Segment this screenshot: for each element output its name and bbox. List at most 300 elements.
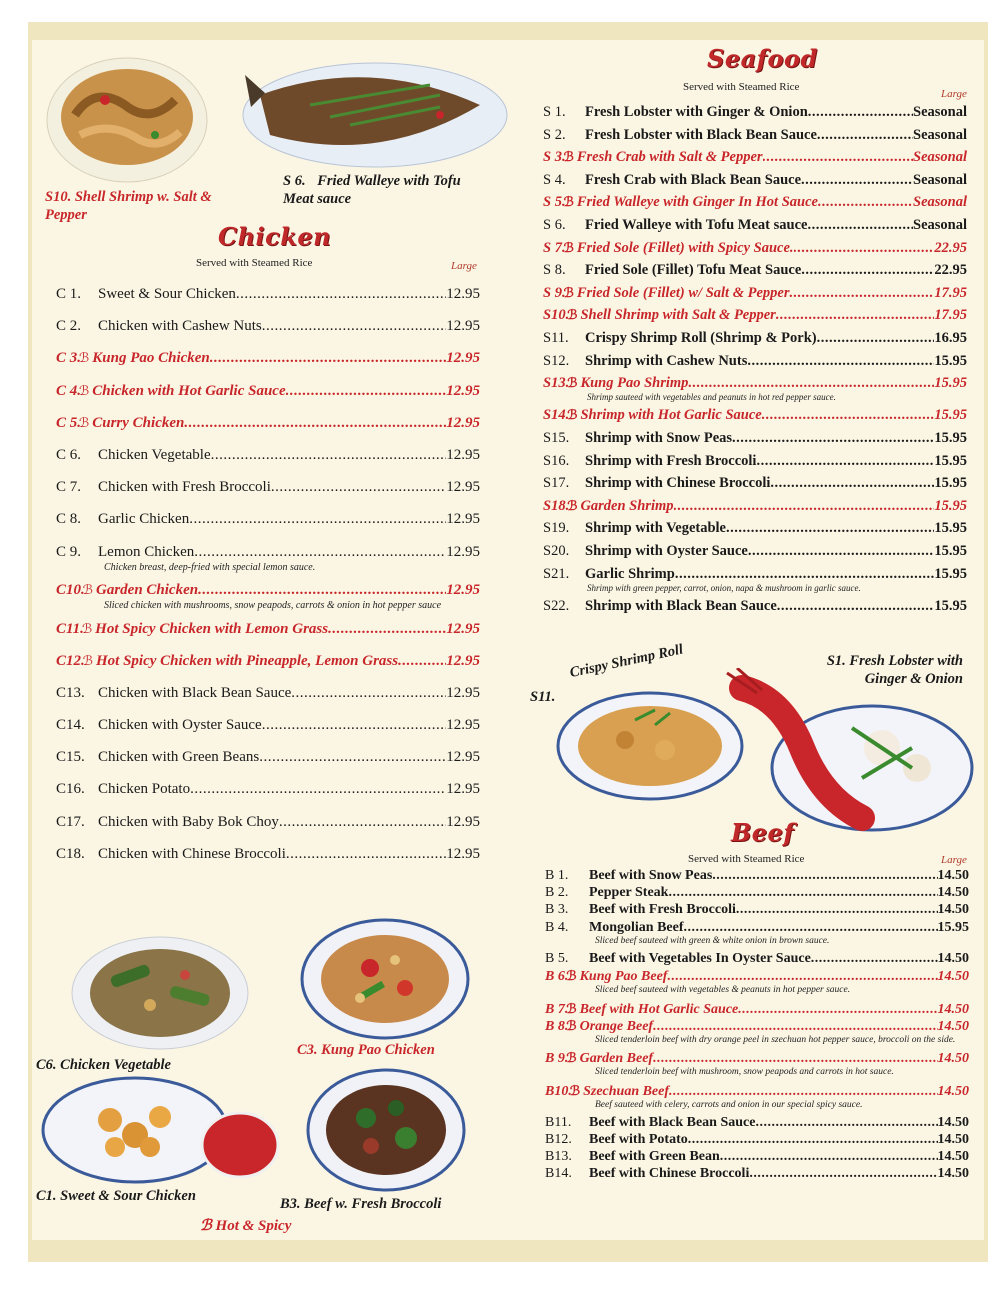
item-name: Shrimp with Black Bean Sauce <box>585 597 777 614</box>
item-code: S 7. <box>543 239 566 256</box>
dot-leader <box>688 375 934 392</box>
dot-leader <box>817 330 935 347</box>
item-price: 15.95 <box>934 407 967 424</box>
dot-leader <box>748 543 935 560</box>
sweet-sour-chicken-caption: C1. Sweet & Sour Chicken <box>36 1188 196 1204</box>
item-name: Chicken with Hot Garlic Sauce <box>92 382 286 399</box>
item-description: Shrimp sauteed with vegetables and peanuts in hot red pepper sauce. <box>587 392 836 403</box>
item-code: S20. <box>543 542 570 559</box>
item-code: S 9. <box>543 284 566 301</box>
seafood-size-label: Large <box>941 88 967 100</box>
item-name: Kung Pao Shrimp <box>580 375 689 392</box>
item-name: Beef with Vegetables In Oyster Sauce <box>589 950 811 966</box>
item-code: C16. <box>56 781 85 798</box>
chicken-item-row <box>56 582 480 599</box>
item-name: Fried Walleye with Tofu Meat sauce <box>585 216 808 233</box>
item-code: S17. <box>543 475 570 492</box>
item-name: Curry Chicken <box>92 414 185 431</box>
chicken-size-label: Large <box>451 260 477 272</box>
dot-leader <box>653 1019 937 1035</box>
item-code: C 6. <box>56 446 82 463</box>
item-price: 12.95 <box>446 382 480 399</box>
beef-menu-item <box>545 1115 969 1132</box>
shell-shrimp-photo <box>45 55 210 185</box>
seafood-title: Seafood <box>707 44 818 73</box>
dot-leader <box>763 149 913 166</box>
item-price: 22.95 <box>934 239 967 256</box>
beef-menu-item <box>545 1018 969 1050</box>
seafood-item-row <box>543 194 967 211</box>
item-price: 15.95 <box>937 919 969 935</box>
seafood-menu-item <box>543 375 967 407</box>
seafood-item-row <box>543 407 967 424</box>
chicken-menu-item <box>56 749 480 781</box>
item-price: 14.50 <box>937 885 969 901</box>
seafood-menu-item <box>543 430 967 453</box>
chili-pepper-icon: ℬ <box>567 375 578 391</box>
item-price: 12.95 <box>446 318 480 335</box>
chicken-menu-item <box>56 717 480 749</box>
chicken-menu-item <box>56 544 480 583</box>
chili-pepper-icon: ℬ <box>563 194 574 210</box>
item-code: S13. <box>543 375 570 392</box>
seafood-menu-item <box>543 307 967 330</box>
chili-pepper-icon: ℬ <box>567 407 578 423</box>
beef-subtitle: Served with Steamed Rice <box>688 853 805 865</box>
item-code: B 4. <box>545 919 569 935</box>
kung-pao-chicken-photo <box>300 918 470 1040</box>
item-code: C12. <box>56 652 85 669</box>
dot-leader <box>688 1132 938 1148</box>
item-name: Beef with Potato <box>589 1132 688 1148</box>
item-price: 15.95 <box>934 597 967 614</box>
dot-leader <box>755 1115 937 1131</box>
dot-leader <box>720 1149 938 1165</box>
item-name: Fried Sole (Fillet) Tofu Meat Sauce <box>585 262 802 279</box>
dot-leader <box>732 430 934 447</box>
item-code: C 4. <box>56 382 82 399</box>
chicken-item-row <box>56 383 480 400</box>
item-price: 14.50 <box>937 868 969 883</box>
item-name: Garlic Chicken <box>98 511 190 528</box>
dot-leader <box>801 172 913 189</box>
seafood-item-row <box>543 543 967 560</box>
dot-leader <box>271 479 446 496</box>
item-code: C15. <box>56 749 85 766</box>
sweet-sour-chicken-photo <box>40 1075 280 1185</box>
dot-leader <box>811 951 938 967</box>
item-name: Chicken Vegetable <box>98 446 211 463</box>
item-code: B11. <box>545 1114 572 1130</box>
item-name: Szechuan Beef <box>583 1083 670 1099</box>
dot-leader <box>794 240 935 257</box>
item-name: Beef with Chinese Broccoli <box>589 1166 750 1182</box>
item-code: S18. <box>543 497 570 514</box>
beef-menu-list <box>545 868 969 1184</box>
item-price: Seasonal <box>913 194 967 211</box>
dot-leader <box>398 653 446 670</box>
item-price: 12.95 <box>446 479 480 496</box>
dot-leader <box>776 307 935 324</box>
chicken-item-row <box>56 653 480 670</box>
item-name: Fried Sole (Fillet) w/ Salt & Pepper <box>576 284 790 301</box>
seafood-menu-item <box>543 520 967 543</box>
crispy-shrimp-photo <box>555 690 745 802</box>
item-description: Sliced chicken with mushrooms, snow peapods, carrots & onion in hot pepper sauce <box>104 600 442 611</box>
dot-leader <box>770 475 934 492</box>
beef-title: Beef <box>731 818 795 847</box>
chicken-menu-list <box>56 286 480 878</box>
dot-leader <box>667 969 937 985</box>
chili-icon: ℬ <box>200 1218 212 1234</box>
dot-leader <box>674 498 935 515</box>
item-code: S 6. <box>543 216 566 233</box>
dot-leader <box>328 621 446 638</box>
seafood-menu-item <box>543 353 967 376</box>
item-code: C11. <box>56 620 84 637</box>
dot-leader <box>817 127 913 144</box>
dot-leader <box>653 1051 937 1067</box>
item-price: 14.50 <box>937 1018 969 1034</box>
item-code: S12. <box>543 352 570 369</box>
chili-pepper-icon: ℬ <box>569 1082 581 1098</box>
seafood-menu-item <box>543 453 967 476</box>
item-description: Sliced tenderloin beef with dry orange peel in szechuan hot pepper sauce, broccoli on the side. <box>595 1034 956 1045</box>
item-name: Shrimp with Snow Peas <box>585 429 733 446</box>
seafood-menu-item <box>543 194 967 217</box>
item-name: Pepper Steak <box>589 885 669 901</box>
item-price: 12.95 <box>446 543 480 560</box>
item-code: C18. <box>56 845 85 862</box>
item-price: 12.95 <box>446 286 480 302</box>
dot-leader <box>262 318 447 335</box>
beef-menu-item <box>545 885 969 902</box>
item-description: Beef sauteed with celery, carrots and onion in our special spicy sauce. <box>595 1099 863 1110</box>
item-price: 15.95 <box>934 475 967 492</box>
shell-shrimp-caption: S10. Shell Shrimp w. Salt & Pepper <box>45 189 212 224</box>
item-price: 14.50 <box>937 1051 969 1067</box>
item-code: S 2. <box>543 126 566 143</box>
beef-menu-item <box>545 951 969 968</box>
item-code: C 9. <box>56 543 82 560</box>
item-code: C 5. <box>56 414 82 431</box>
walleye-caption-code: S 6. <box>283 173 306 189</box>
beef-item-row <box>545 968 969 985</box>
seafood-item-row <box>543 353 967 370</box>
beef-menu-item <box>545 1132 969 1149</box>
beef-item-row <box>545 902 969 918</box>
dot-leader <box>194 544 446 561</box>
dot-leader <box>236 286 446 303</box>
item-price: 14.50 <box>937 1114 969 1130</box>
item-price: 12.95 <box>446 350 480 367</box>
beef-menu-item <box>545 1001 969 1018</box>
item-price: 15.95 <box>934 452 967 469</box>
chicken-item-row <box>56 318 480 335</box>
item-price: 12.95 <box>446 582 480 598</box>
dot-leader <box>286 846 446 863</box>
dot-leader <box>262 717 447 734</box>
item-code: B 6. <box>545 969 569 985</box>
seafood-menu-list <box>543 104 967 620</box>
dot-leader <box>259 749 446 766</box>
crispy-shrimp-caption: Crispy Shrimp Roll <box>568 641 685 682</box>
chicken-title: Chicken <box>218 222 332 251</box>
beef-item-row <box>545 1083 969 1100</box>
beef-menu-item <box>545 920 969 951</box>
chili-pepper-icon: ℬ <box>566 1050 577 1066</box>
seafood-menu-item <box>543 543 967 566</box>
chicken-menu-item <box>56 318 480 350</box>
item-name: Mongolian Beef <box>589 919 684 935</box>
item-code: C 8. <box>56 511 82 528</box>
chicken-item-row <box>56 286 480 303</box>
seafood-item-row <box>543 375 967 392</box>
dot-leader <box>668 885 937 901</box>
seafood-item-row <box>543 149 967 166</box>
seafood-item-row <box>543 566 967 583</box>
item-code: S19. <box>543 520 570 537</box>
dot-leader <box>210 350 446 367</box>
item-name: Fried Walleye with Ginger In Hot Sauce <box>576 194 818 211</box>
chili-pepper-icon: ℬ <box>79 350 90 366</box>
seafood-menu-item <box>543 566 967 598</box>
item-name: Garlic Shrimp <box>585 565 675 582</box>
item-name: Chicken with Cashew Nuts <box>98 318 262 335</box>
dot-leader <box>684 920 938 936</box>
item-price: 12.95 <box>446 414 480 431</box>
item-price: 16.95 <box>934 329 967 346</box>
beef-item-row <box>545 920 969 936</box>
item-price: Seasonal <box>913 126 967 143</box>
item-price: 15.95 <box>934 375 967 392</box>
chicken-item-row <box>56 621 480 638</box>
item-name: Shrimp with Chinese Broccoli <box>585 475 771 492</box>
item-code: S22. <box>543 597 570 614</box>
item-name: Shrimp with Oyster Sauce <box>585 542 748 559</box>
item-name: Sweet & Sour Chicken <box>98 286 236 302</box>
seafood-item-row <box>543 498 967 515</box>
chili-pepper-icon: ℬ <box>563 284 574 300</box>
dot-leader <box>807 217 913 234</box>
item-price: 15.95 <box>934 542 967 559</box>
item-name: Hot Spicy Chicken with Pineapple, Lemon Grass <box>96 652 399 669</box>
item-code: C 7. <box>56 479 82 496</box>
chili-pepper-icon: ℬ <box>566 1017 577 1033</box>
item-name: Beef with Fresh Broccoli <box>589 902 736 918</box>
seafood-item-row <box>543 430 967 447</box>
seafood-menu-item <box>543 330 967 353</box>
chili-pepper-icon: ℬ <box>79 382 90 398</box>
chili-pepper-icon: ℬ <box>82 652 93 668</box>
item-price: 12.95 <box>446 781 480 798</box>
item-name: Orange Beef <box>579 1018 654 1034</box>
beef-menu-item <box>545 968 969 1000</box>
chili-pepper-icon: ℬ <box>567 497 578 513</box>
item-code: C 1. <box>56 286 82 302</box>
item-price: 17.95 <box>934 307 967 324</box>
chicken-subtitle: Served with Steamed Rice <box>196 257 313 269</box>
seafood-menu-item <box>543 498 967 521</box>
beef-menu-item <box>545 1083 969 1115</box>
chicken-item-row <box>56 415 480 432</box>
item-price: 12.95 <box>446 652 480 669</box>
chicken-item-row <box>56 814 480 831</box>
item-code: B13. <box>545 1149 572 1165</box>
item-code: C13. <box>56 684 85 701</box>
chili-pepper-icon: ℬ <box>563 239 574 255</box>
item-price: 12.95 <box>446 684 480 701</box>
beef-menu-item <box>545 1050 969 1082</box>
beef-menu-item <box>545 1166 969 1183</box>
chicken-menu-item <box>56 286 480 318</box>
item-name: Fresh Crab with Black Bean Sauce <box>585 171 802 188</box>
lobster-photo <box>722 668 974 836</box>
item-code: B10. <box>545 1083 572 1099</box>
dot-leader <box>747 353 934 370</box>
item-code: S11. <box>543 329 569 346</box>
item-name: Garden Beef <box>579 1051 654 1067</box>
item-name: Shell Shrimp with Salt & Pepper <box>580 307 776 324</box>
item-code: C14. <box>56 717 85 734</box>
item-name: Fresh Lobster with Ginger & Onion <box>585 104 808 120</box>
item-name: Fried Sole (Fillet) with Spicy Sauce. <box>576 239 794 256</box>
chicken-menu-item <box>56 781 480 813</box>
chili-pepper-icon: ℬ <box>82 582 93 597</box>
chili-pepper-icon: ℬ <box>566 1000 577 1016</box>
chicken-menu-item <box>56 814 480 846</box>
item-description: Shrimp with green pepper, carrot, onion, napa & mushroom in garlic sauce. <box>587 582 861 593</box>
item-name: Garden Shrimp <box>580 497 674 514</box>
seafood-item-row <box>543 453 967 470</box>
dot-leader <box>279 814 446 831</box>
chili-pepper-icon: ℬ <box>79 414 90 430</box>
item-price: 14.50 <box>937 1166 969 1182</box>
chicken-vegetable-photo <box>70 935 250 1053</box>
item-name: Shrimp with Cashew Nuts <box>585 352 748 369</box>
walleye-photo <box>240 55 510 170</box>
item-code: B 7. <box>545 1001 569 1017</box>
dot-leader <box>184 415 446 432</box>
chicken-menu-item <box>56 479 480 511</box>
seafood-item-row <box>543 598 967 615</box>
item-price: 22.95 <box>934 262 967 279</box>
dot-leader <box>777 598 935 615</box>
dot-leader <box>736 902 938 918</box>
dot-leader <box>198 582 446 599</box>
item-code: B12. <box>545 1132 572 1148</box>
item-name: Lemon Chicken <box>98 543 195 560</box>
item-name: Chicken with Fresh Broccoli <box>98 479 271 496</box>
item-name: Kung Pao Beef <box>579 969 668 985</box>
item-code: B 3. <box>545 902 569 918</box>
dot-leader <box>818 194 913 211</box>
kung-pao-chicken-caption: C3. Kung Pao Chicken <box>297 1042 435 1058</box>
beef-broccoli-photo <box>306 1068 466 1192</box>
dot-leader <box>286 383 447 400</box>
item-code: S21. <box>543 565 570 582</box>
item-code: S 8. <box>543 262 566 279</box>
dot-leader <box>669 1084 937 1100</box>
chicken-menu-item <box>56 653 480 685</box>
item-description: Sliced beef sauteed with vegetables & peanuts in hot pepper sauce. <box>595 985 851 996</box>
item-code: B 8. <box>545 1018 569 1034</box>
item-price: 12.95 <box>446 813 480 830</box>
seafood-item-row <box>543 520 967 537</box>
beef-menu-item <box>545 902 969 919</box>
seafood-item-row <box>543 217 967 234</box>
item-price: 17.95 <box>934 284 967 301</box>
item-price: 12.95 <box>446 749 480 766</box>
item-description: Sliced beef sauteed with green & white onion in brown sauce. <box>595 935 830 946</box>
item-code: S16. <box>543 452 570 469</box>
item-code: C17. <box>56 813 85 830</box>
chicken-menu-item <box>56 846 480 878</box>
item-name: Garden Chicken <box>96 582 199 598</box>
chicken-item-row <box>56 447 480 464</box>
item-name: Beef with Green Bean <box>589 1149 720 1165</box>
lobster-caption: S1. Fresh Lobster with Ginger & Onion <box>826 653 963 688</box>
seafood-menu-item <box>543 104 967 127</box>
beef-item-row <box>545 885 969 901</box>
chicken-menu-item <box>56 415 480 447</box>
seafood-item-row <box>543 104 967 121</box>
dot-leader <box>762 407 935 424</box>
item-code: B 2. <box>545 885 569 901</box>
chicken-menu-item <box>56 685 480 717</box>
item-name: Chicken with Green Beans <box>98 749 260 766</box>
dot-leader <box>738 1002 937 1018</box>
item-name: Shrimp with Hot Garlic Sauce <box>580 407 762 424</box>
item-price: 15.95 <box>934 565 967 582</box>
dot-leader <box>726 520 934 537</box>
item-code: B 1. <box>545 868 569 883</box>
seafood-menu-item <box>543 598 967 621</box>
seafood-item-row <box>543 307 967 324</box>
chicken-menu-item <box>56 447 480 479</box>
item-name: Shrimp with Vegetable <box>585 520 726 537</box>
chicken-menu-item <box>56 350 480 382</box>
item-name: Chicken with Oyster Sauce <box>98 717 262 734</box>
item-price: 15.95 <box>934 497 967 514</box>
item-code: C 3. <box>56 350 82 367</box>
beef-item-row <box>545 1132 969 1148</box>
seafood-menu-item <box>543 407 967 430</box>
dot-leader <box>190 781 446 798</box>
item-code: S10. <box>543 307 570 324</box>
item-name: Fresh Crab with Salt & Pepper <box>576 149 763 166</box>
seafood-menu-item <box>543 262 967 285</box>
beef-broccoli-caption: B3. Beef w. Fresh Broccoli <box>280 1196 442 1212</box>
chicken-item-row <box>56 717 480 734</box>
chicken-item-row <box>56 846 480 863</box>
item-price: 14.50 <box>937 1132 969 1148</box>
beef-item-row <box>545 1115 969 1131</box>
item-code: C10. <box>56 582 85 598</box>
seafood-item-row <box>543 240 967 257</box>
chicken-item-row <box>56 685 480 702</box>
item-code: S 1. <box>543 104 566 120</box>
chicken-menu-item <box>56 511 480 543</box>
beef-item-row <box>545 1149 969 1165</box>
item-price: 14.50 <box>937 950 969 966</box>
seafood-menu-item <box>543 217 967 240</box>
item-name: Shrimp with Fresh Broccoli <box>585 452 757 469</box>
seafood-menu-item <box>543 475 967 498</box>
chili-pepper-icon: ℬ <box>563 149 574 165</box>
seafood-menu-item <box>543 149 967 172</box>
dot-leader <box>808 104 913 121</box>
